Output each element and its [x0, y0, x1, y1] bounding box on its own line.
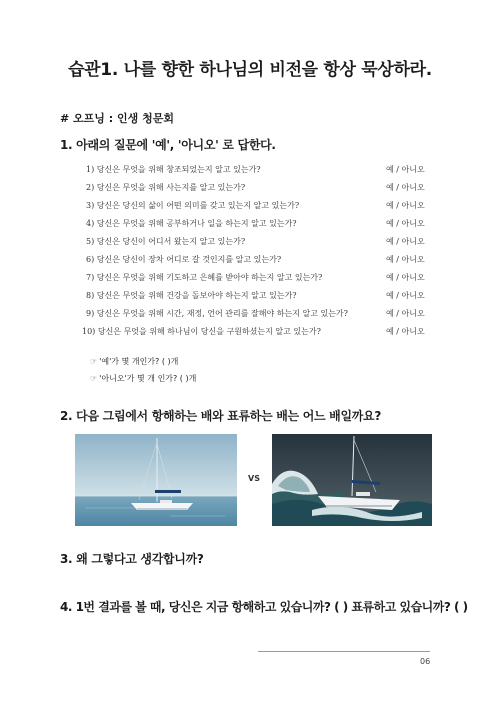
answer-options: 예 / 아니오 — [386, 201, 425, 210]
question-row — [86, 308, 446, 325]
page-title: 습관1. 나를 향한 하나님의 비전을 항상 묵상하라. — [68, 60, 432, 80]
pointing-hand-icon: ☞ — [90, 357, 98, 366]
opening-heading: # 오프닝 : 인생 청문회 — [60, 112, 174, 125]
answer-options: 예 / 아니오 — [386, 327, 425, 336]
answer-options: 예 / 아니오 — [386, 165, 425, 174]
footer-divider — [258, 651, 430, 652]
tally-yes — [90, 356, 178, 367]
question-row — [86, 290, 446, 307]
question-text: 5) 당신은 당신이 어디서 왔는지 알고 있는가? — [86, 237, 246, 246]
question-row — [86, 182, 446, 199]
question-row — [86, 218, 446, 235]
calm-sailboat-image — [75, 434, 237, 526]
answer-options: 예 / 아니오 — [386, 291, 425, 300]
answer-options: 예 / 아니오 — [386, 183, 425, 192]
versus-label: VS — [248, 474, 260, 483]
answer-options: 예 / 아니오 — [386, 237, 425, 246]
page-number: 06 — [420, 657, 431, 666]
tally-no — [90, 373, 196, 384]
question-text: 8) 당신은 무엇을 위해 건강을 돌보아야 하는지 알고 있는가? — [86, 291, 297, 300]
question-row — [82, 326, 446, 343]
question-row — [86, 236, 446, 253]
answer-options: 예 / 아니오 — [386, 273, 425, 282]
answer-options: 예 / 아니오 — [386, 255, 425, 264]
question-text: 1) 당신은 무엇을 위해 창조되었는지 알고 있는가? — [86, 165, 261, 174]
section-1-heading: 1. 아래의 질문에 '예', '아니오' 로 답한다. — [60, 138, 276, 152]
question-text: 4) 당신은 무엇을 위해 공부하거나 일을 하는지 알고 있는가? — [86, 219, 297, 228]
question-text: 3) 당신은 당신의 삶이 어떤 의미를 갖고 있는지 알고 있는가? — [86, 201, 300, 210]
answer-options: 예 / 아니오 — [386, 219, 425, 228]
question-text: 9) 당신은 무엇을 위해 시간, 재정, 언어 관리를 잘해야 하는지 알고 있는가? — [86, 309, 348, 318]
question-row — [86, 272, 446, 289]
question-text: 10) 당신은 무엇을 위해 하나님이 당신을 구원하셨는지 알고 있는가? — [82, 327, 321, 336]
section-4-heading: 4. 1번 결과를 볼 때, 당신은 지금 항해하고 있습니까? ( ) 표류하고 있습니까? ( ) — [60, 600, 468, 614]
question-row — [86, 254, 446, 271]
section-2-heading: 2. 다음 그림에서 항해하는 배와 표류하는 배는 어느 배일까요? — [60, 409, 382, 423]
question-text: 2) 당신은 무엇을 위해 사는지를 알고 있는가? — [86, 183, 246, 192]
stormy-sailboat-image — [272, 434, 432, 526]
question-text: 6) 당신은 당신이 장차 어디로 갈 것인지를 알고 있는가? — [86, 255, 282, 264]
tally-yes-text: '예'가 몇 개인가? ( )개 — [99, 357, 179, 366]
section-3-heading: 3. 왜 그렇다고 생각합니까? — [60, 552, 204, 566]
question-row — [86, 164, 446, 181]
tally-no-text: '아니오'가 몇 개 인가? ( )개 — [99, 374, 197, 383]
question-row — [86, 200, 446, 217]
question-text: 7) 당신은 무엇을 위해 기도하고 은혜를 받아야 하는지 알고 있는가? — [86, 273, 323, 282]
pointing-hand-icon: ☞ — [90, 374, 98, 383]
answer-options: 예 / 아니오 — [386, 309, 425, 318]
